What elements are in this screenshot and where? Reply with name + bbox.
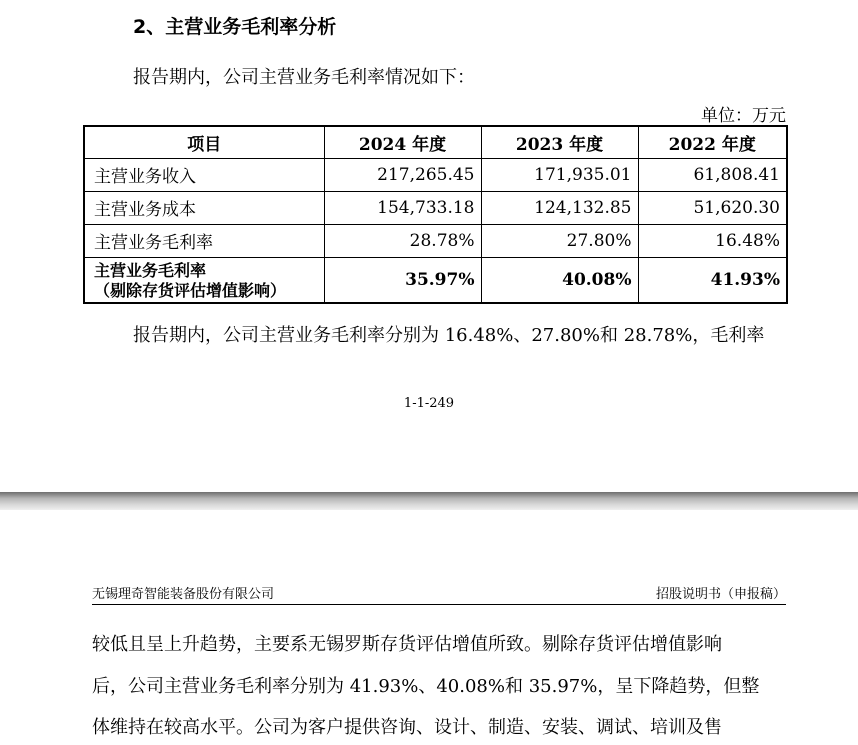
unit-label: 单位：万元 <box>701 106 786 126</box>
table-row <box>84 191 787 224</box>
column-header-2022: 2022 年度 <box>638 126 787 158</box>
page-number: 1-1-249 <box>403 396 455 411</box>
cell-2024: 28.78% <box>324 224 481 257</box>
cell-2024: 154,733.18 <box>324 191 481 224</box>
column-header-2023: 2023 年度 <box>481 126 638 158</box>
cell-2024: 35.97% <box>324 257 481 303</box>
header-rule <box>92 604 786 605</box>
table-header-row <box>84 126 787 158</box>
document-page-lower <box>0 510 858 745</box>
cell-2023: 40.08% <box>481 257 638 303</box>
cell-2024: 217,265.45 <box>324 158 481 191</box>
cell-2023: 171,935.01 <box>481 158 638 191</box>
section-heading: 2、主营业务毛利率分析 <box>133 16 337 38</box>
table-row <box>84 224 787 257</box>
column-header-2024: 2024 年度 <box>324 126 481 158</box>
cell-2022: 41.93% <box>638 257 787 303</box>
row-label: 主营业务收入 <box>84 158 324 191</box>
column-header-item: 项目 <box>84 126 324 158</box>
row-label-line1: 主营业务毛利率 <box>94 260 207 280</box>
after-table-paragraph: 报告期内，公司主营业务毛利率分别为 16.48%、27.80%和 28.78%，毛利率 <box>133 325 765 346</box>
document-type-header: 招股说明书（申报稿） <box>655 587 786 602</box>
intro-paragraph: 报告期内，公司主营业务毛利率情况如下： <box>133 67 475 88</box>
gross-margin-table <box>83 125 788 304</box>
company-header: 无锡理奇智能装备股份有限公司 <box>92 587 275 602</box>
page-divider <box>0 492 858 510</box>
table-row <box>84 158 787 191</box>
cell-2023: 124,132.85 <box>481 191 638 224</box>
body-text-line: 体维持在较高水平。公司为客户提供咨询、设计、制造、安装、调试、培训及售 <box>92 717 722 738</box>
row-label: 主营业务毛利率 <box>84 224 324 257</box>
body-text-line: 较低且呈上升趋势，主要系无锡罗斯存货评估增值所致。剔除存货评估增值影响 <box>92 634 722 655</box>
row-label: 主营业务成本 <box>84 191 324 224</box>
cell-2022: 16.48% <box>638 224 787 257</box>
row-label-line2: （剔除存货评估增值影响） <box>94 280 287 300</box>
cell-2022: 61,808.41 <box>638 158 787 191</box>
cell-2023: 27.80% <box>481 224 638 257</box>
cell-2022: 51,620.30 <box>638 191 787 224</box>
adjusted-margin-row <box>84 257 787 303</box>
body-text-line: 后，公司主营业务毛利率分别为 41.93%、40.08%和 35.97%，呈下降趋势，但整 <box>92 676 760 697</box>
row-label <box>84 257 324 303</box>
